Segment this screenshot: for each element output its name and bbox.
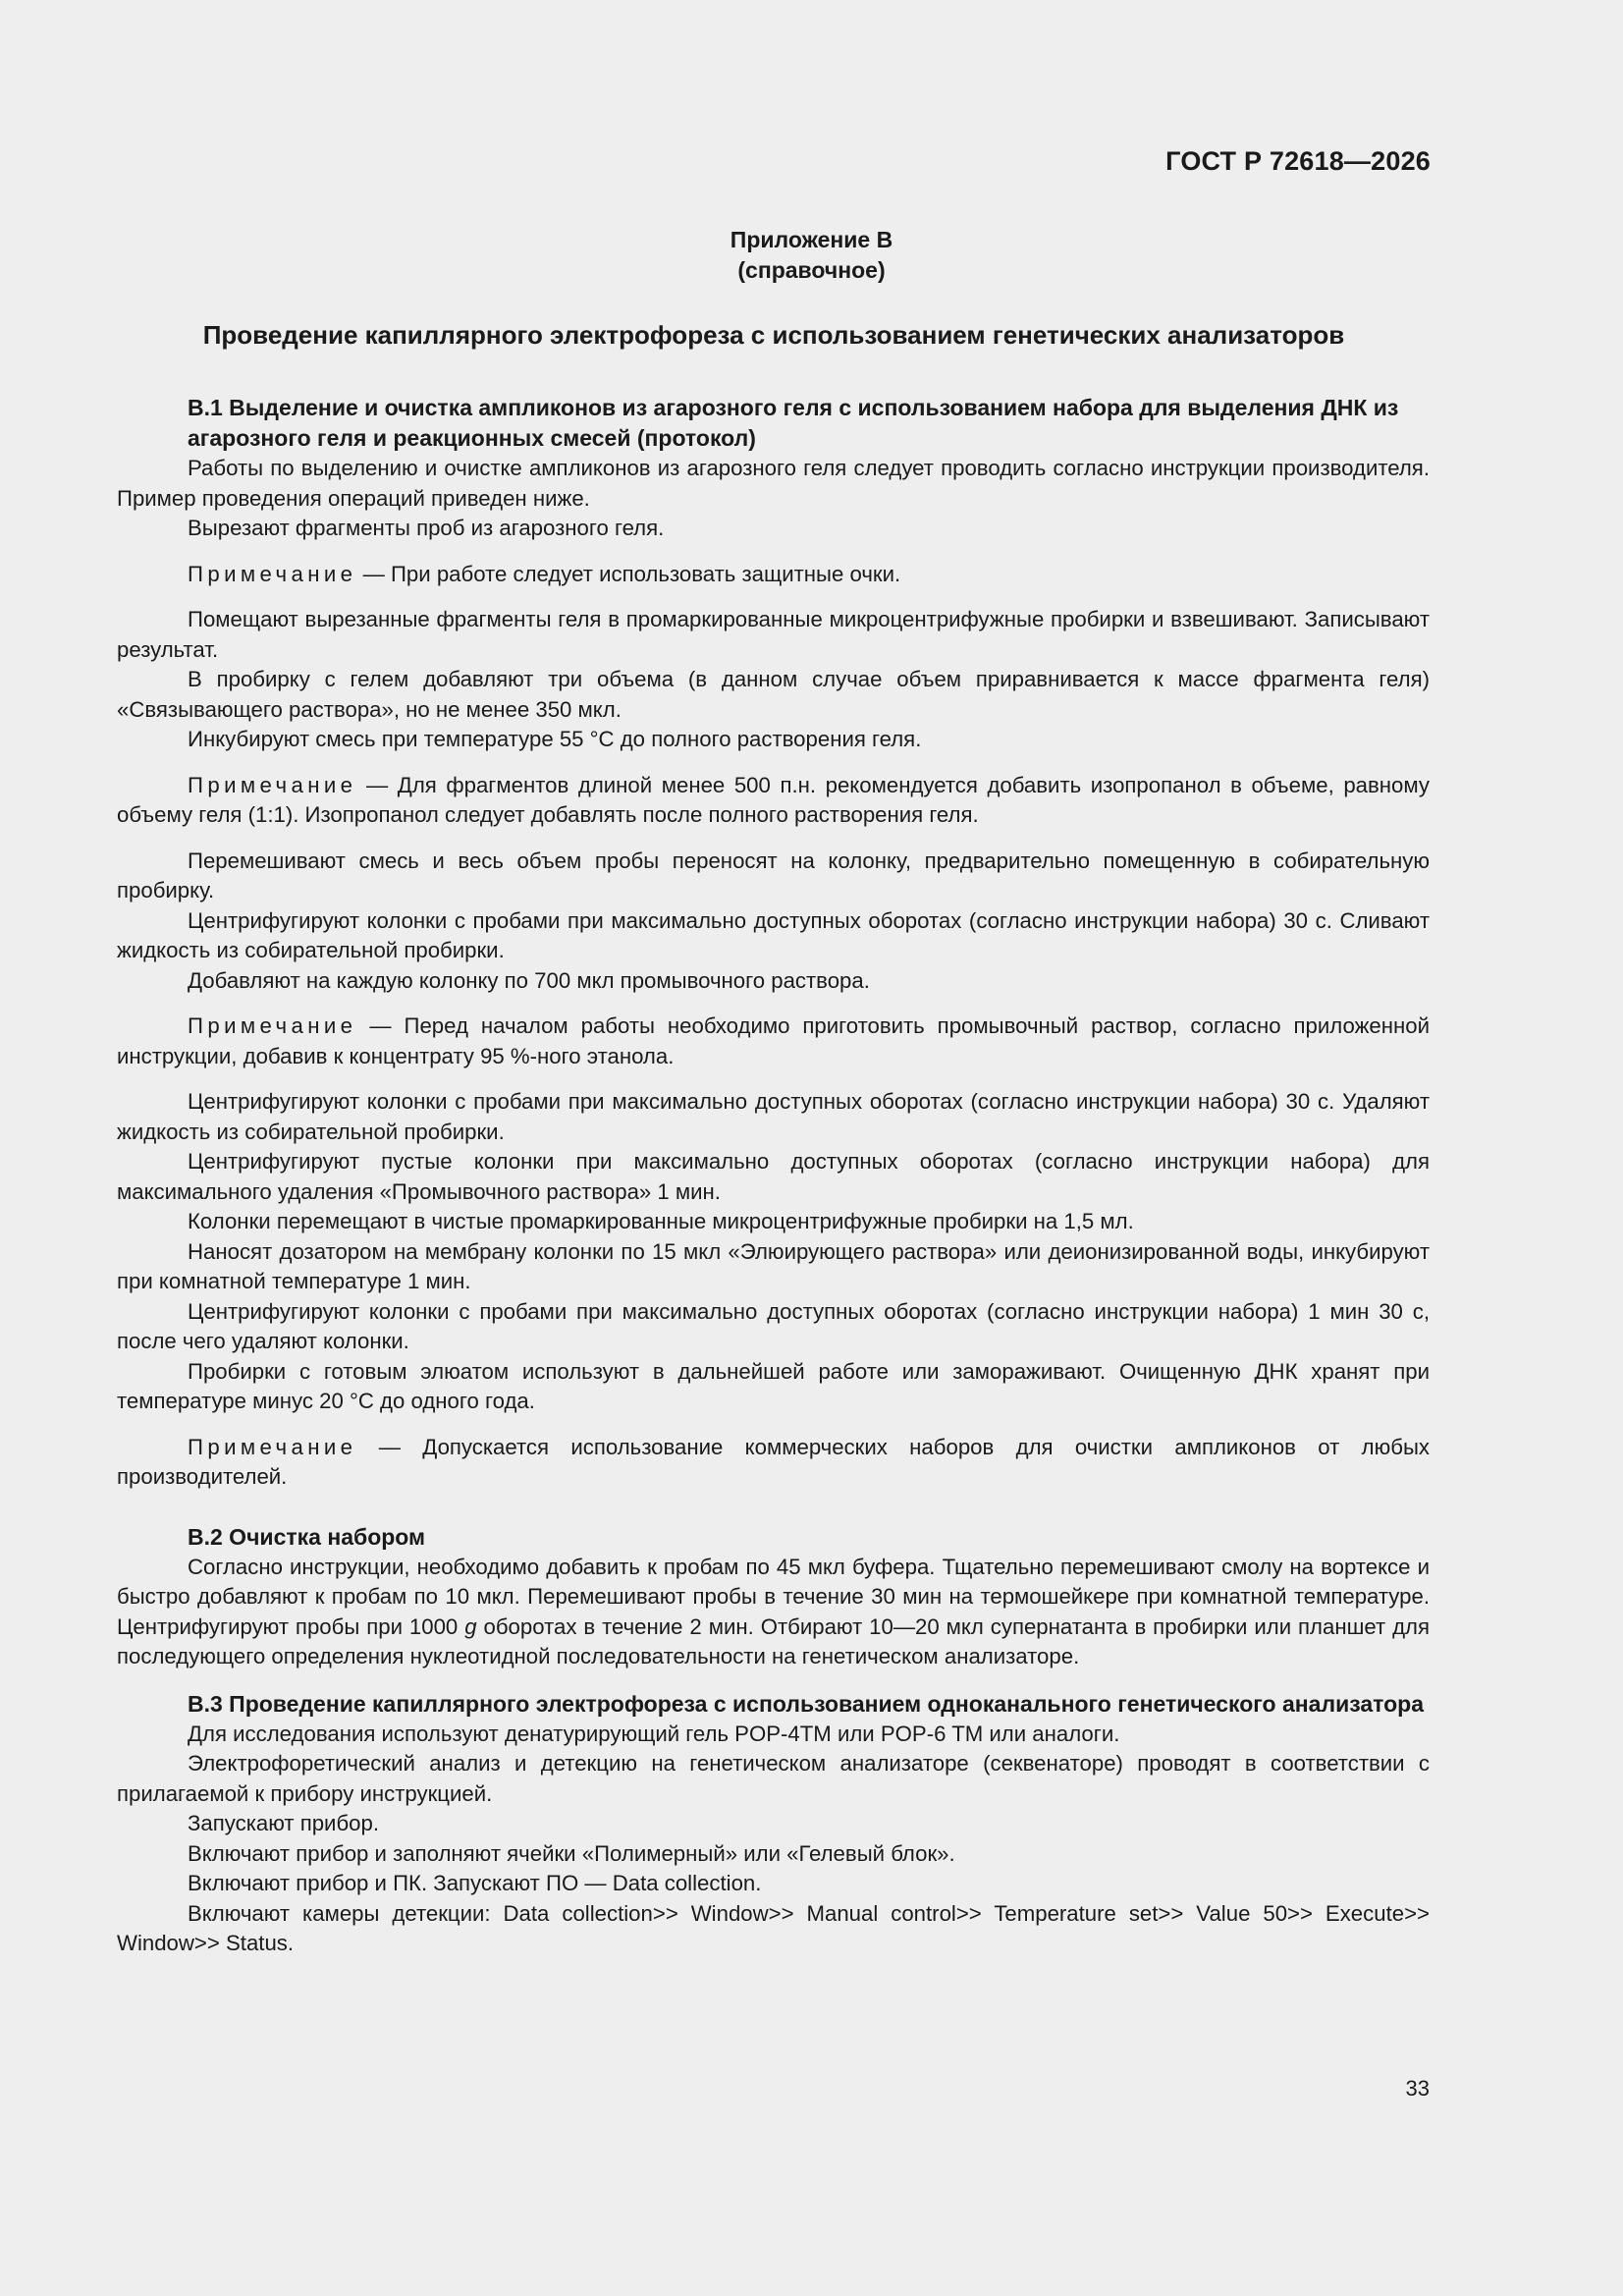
paragraph: Перемешивают смесь и весь объем пробы переносят на колонку, предварительно помещенную в собирательную пробирку.	[117, 847, 1430, 902]
page-number: 33	[1405, 2076, 1430, 2101]
paragraph-part: Согласно инструкции, необходимо добавить к пробам по 45 мкл буфера. Тщательно перемешивают смолу на вортексе и быстро добавляют к пробам по 10 мкл. Перемешивают пробы в течение 30 мин на термошейкере при комнатной температуре. Центрифугируют пробы при 1000	[117, 1554, 1430, 1639]
paragraph: Центрифугируют колонки с пробами при максимально доступных оборотах (согласно инструкции набора) 30 с. Удаляют жидкость из собирательной пробирки.	[117, 1089, 1430, 1144]
paragraph: Добавляют на каждую колонку по 700 мкл промывочного раствора.	[188, 967, 870, 993]
note-label: Примечание	[188, 561, 357, 586]
note-text: При работе следует использовать защитные очки.	[390, 561, 901, 586]
paragraph: Работы по выделению и очистке ампликонов из агарозного геля следует проводить согласно инструкции производителя. Пример проведения операций приведен ниже.	[117, 456, 1430, 511]
section-b2-title: В.2 Очистка набором	[188, 1523, 426, 1550]
document-body	[117, 393, 1430, 1959]
paragraph	[117, 1553, 1430, 1672]
paragraph: Вырезают фрагменты проб из агарозного геля.	[188, 516, 665, 540]
paragraph: Электрофоретический анализ и детекцию на генетическом анализаторе (секвенаторе) проводят в соответствии с прилагаемой к прибору инструкцией.	[117, 1751, 1430, 1806]
g-unit: g	[464, 1613, 477, 1639]
annex-title	[0, 225, 1623, 286]
section-b1-title: В.1 Выделение и очистка ампликонов из агарозного геля с использованием набора для выделения ДНК из агарозного геля и реакционных смесей (протокол)	[188, 395, 1399, 451]
note-label: Примечание	[188, 1013, 357, 1038]
note-text: Допускается использование коммерческих наборов для очистки ампликонов от любых производителей.	[117, 1434, 1430, 1489]
paragraph: Включают прибор и заполняют ячейки «Полимерный» или «Гелевый блок».	[188, 1840, 955, 1866]
note-dash: —	[356, 561, 391, 586]
document-code: ГОСТ Р 72618—2026	[1165, 146, 1431, 176]
note-label: Примечание	[188, 772, 357, 797]
paragraph: Наносят дозатором на мембрану колонки по 15 мкл «Элюирующего раствора» или деионизированной воды, инкубируют при комнатной температуре 1 мин.	[117, 1238, 1430, 1293]
paragraph: Инкубируют смесь при температуре 55 °С до полного растворения геля.	[188, 727, 922, 751]
note	[117, 771, 1430, 831]
paragraph: Колонки перемещают в чистые промаркированные микроцентрифужные пробирки на 1,5 мл.	[188, 1209, 1134, 1233]
paragraph: Запускают прибор.	[188, 1811, 380, 1835]
paragraph: Для исследования используют денатурирующий гель POP-4TM или POP-6 TM или аналоги.	[188, 1721, 1120, 1746]
note-label: Примечание	[188, 1434, 357, 1459]
paragraph: Включают прибор и ПК. Запускают ПО — Data collection.	[188, 1871, 762, 1895]
note-dash: —	[356, 772, 398, 797]
paragraph: Пробирки с готовым элюатом используют в дальнейшей работе или замораживают. Очищенную ДНК хранят при температуре минус 20 °С до одного года.	[117, 1358, 1430, 1413]
paragraph: Включают камеры детекции: Data collection>> Window>> Manual control>> Temperature set>> Value 50>> Execute>> Window>> Status.	[117, 1900, 1430, 1955]
note-text: Для фрагментов длиной менее 500 п.н. рекомендуется добавить изопропанол в объеме, равному объему геля (1:1). Изопропанол следует добавлять после полного растворения геля.	[117, 772, 1430, 827]
note-dash: —	[356, 1434, 423, 1459]
note	[117, 560, 1430, 590]
paragraph: Помещают вырезанные фрагменты геля в промаркированные микроцентрифужные пробирки и взвешивают. Записывают результат.	[117, 607, 1430, 662]
paragraph-part: оборотах в течение 2 мин. Отбирают 10—20 мкл супернатанта в пробирки или планшет для последующего определения нуклеотидной последовательности на генетическом анализаторе.	[117, 1613, 1430, 1668]
paragraph: В пробирку с гелем добавляют три объема (в данном случае объем приравнивается к массе фрагмента геля) «Связывающего раствора», но не менее 350 мкл.	[117, 667, 1430, 722]
main-heading: Проведение капиллярного электрофореза с использованием генетических анализаторов	[202, 320, 1345, 350]
note-dash: —	[356, 1013, 405, 1038]
annex-status: (справочное)	[737, 257, 886, 283]
paragraph: Центрифугируют пустые колонки при максимально доступных оборотах (согласно инструкции набора) для максимального удаления «Промывочного раствора» 1 мин.	[117, 1149, 1430, 1204]
annex-label: Приложение В	[730, 227, 893, 252]
section-b3-title: В.3 Проведение капиллярного электрофореза с использованием одноканального генетического анализатора	[188, 1690, 1424, 1717]
note-text: Перед началом работы необходимо приготовить промывочный раствор, согласно приложенной инструкции, добавив к концентрату 95 %-ного этанола.	[117, 1013, 1430, 1068]
note	[117, 1011, 1430, 1071]
paragraph: Центрифугируют колонки с пробами при максимально доступных оборотах (согласно инструкции набора) 1 мин 30 с, после чего удаляют колонки.	[117, 1298, 1430, 1353]
note	[117, 1433, 1430, 1493]
paragraph: Центрифугируют колонки с пробами при максимально доступных оборотах (согласно инструкции набора) 30 с. Сливают жидкость из собирательной пробирки.	[117, 907, 1430, 962]
